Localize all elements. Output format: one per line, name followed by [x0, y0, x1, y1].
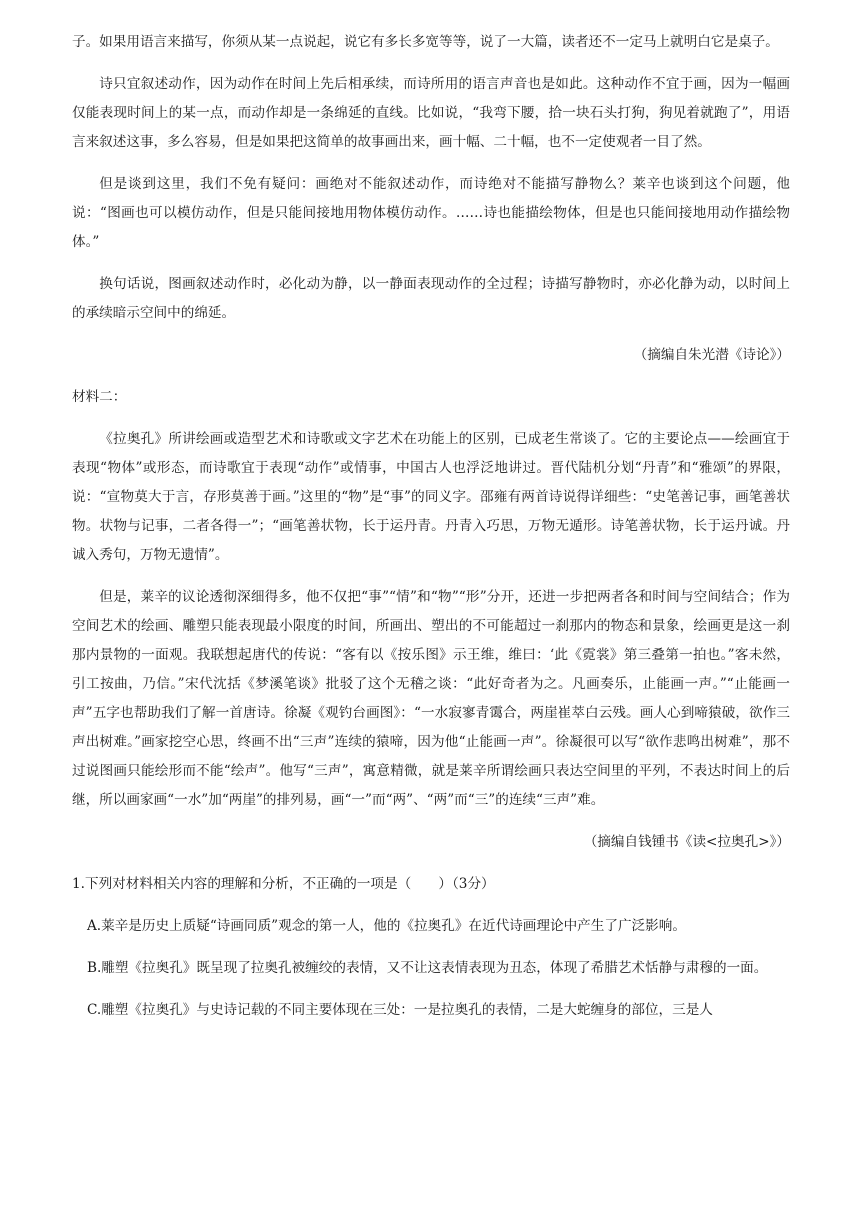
- material2-label: 材料二：: [72, 389, 127, 405]
- material2-paragraph-1: 《拉奥孔》所讲绘画或造型艺术和诗歌或文字艺术在功能上的区别，已成老生常谈了。它的主要论点——绘画宜于表现“物体”或形态，而诗歌宜于表现“动作”或情事，中国古人也浮泛地讲过。晋代陆机分划“丹青”和“雅颂”的界限，说：“宣物莫大于言，存形莫善于画。”这里的“物”是“事”的同义字。邵雍有两首诗说得详细些：“史笔善记事，画笔善状物。状物与记事，二者各得一”；“画笔善状物，长于运丹青。丹青入巧思，万物无遁形。诗笔善状物，长于运丹诚。丹诚入秀句，万物无遗情”。: [72, 431, 790, 563]
- question-1-stem: 1.下列对材料相关内容的理解和分析，不正确的一项是（ ）（3分）: [72, 876, 495, 892]
- material1-paragraph-3: 但是谈到这里，我们不免有疑问：画绝对不能叙述动作，而诗绝对不能描写静物么？莱辛也谈到这个问题，他说：“图画也可以模仿动作，但是只能间接地用物体模仿动作。……诗也能描绘物体，但是也只能间接地用动作描绘物体。”: [72, 176, 790, 250]
- material1-paragraph-2: 诗只宜叙述动作，因为动作在时间上先后相承续，而诗所用的语言声音也是如此。这种动作不宜于画，因为一幅画仅能表现时间上的某一点，而动作却是一条绵延的直线。比如说，“我弯下腰，拾一块石头打狗，狗见着就跑了”，用语言来叙述这事，多么容易，但是如果把这简单的故事画出来，画十幅、二十幅，也不一定使观者一目了然。: [72, 76, 790, 150]
- material1-paragraph-4: 换句话说，图画叙述动作时，必化动为静，以一静面表现动作的全过程；诗描写静物时，亦必化静为动，以时间上的承续暗示空间中的绵延。: [72, 276, 790, 321]
- material1-paragraph-continued: 子。如果用语言来描写，你须从某一点说起，说它有多长多宽等等，说了一大篇，读者还不一定马上就明白它是桌子。: [72, 34, 779, 50]
- question-1-option-b: B.雕塑《拉奥孔》既呈现了拉奥孔被缠绞的表情，又不让这表情表现为丑态，体现了希腊艺术恬静与肃穆的一面。: [86, 960, 768, 976]
- question-1-option-c: C.雕塑《拉奥孔》与史诗记载的不同主要体现在三处：一是拉奥孔的表情，二是大蛇缠身的部位，三是人: [86, 1002, 713, 1018]
- document-page: [72, 28, 790, 1025]
- question-1-option-a: A.莱辛是历史上质疑“诗画同质”观念的第一人，他的《拉奥孔》在近代诗画理论中产生了广泛影响。: [86, 918, 686, 934]
- material2-paragraph-2: 但是，莱辛的议论透彻深细得多，他不仅把“事”“情”和“物”“形”分开，还进一步把两者各和时间与空间结合；作为空间艺术的绘画、雕塑只能表现最小限度的时间，所画出、塑出的不可能超过一刹那内的物态和景象，绘画更是这一刹那内景物的一面观。我联想起唐代的传说：“客有以《按乐图》示王维，维曰：‘此《霓裳》第三叠第一拍也。”客未然，引工按曲，乃信。”宋代沈括《梦溪笔谈》批驳了这个无稽之谈：“此好奇者为之。凡画奏乐，止能画一声。”“止能画一声”五字也帮助我们了解一首唐诗。徐凝《观钓台画图》：“一水寂寥青霭合，两崖崔萃白云残。画人心到啼猿破，欲作三声出树难。”画家挖空心思，终画不出“三声”连续的猿啼，因为他“止能画一声”。徐凝很可以写“欲作悲鸣出树难”，那不过说图画只能绘形而不能“绘声”。他写“三声”，寓意精微，就是莱辛所谓绘画只表达空间里的平列，不表达时间上的后继，所以画家画“一水”加“两崖”的排列易，画“一”而“两”、“两”而“三”的连续“三声”难。: [72, 589, 790, 808]
- material2-source: （摘编自钱锺书《读<拉奥孔>》）: [583, 834, 790, 850]
- material1-source: （摘编自朱光潜《诗论》）: [633, 347, 790, 363]
